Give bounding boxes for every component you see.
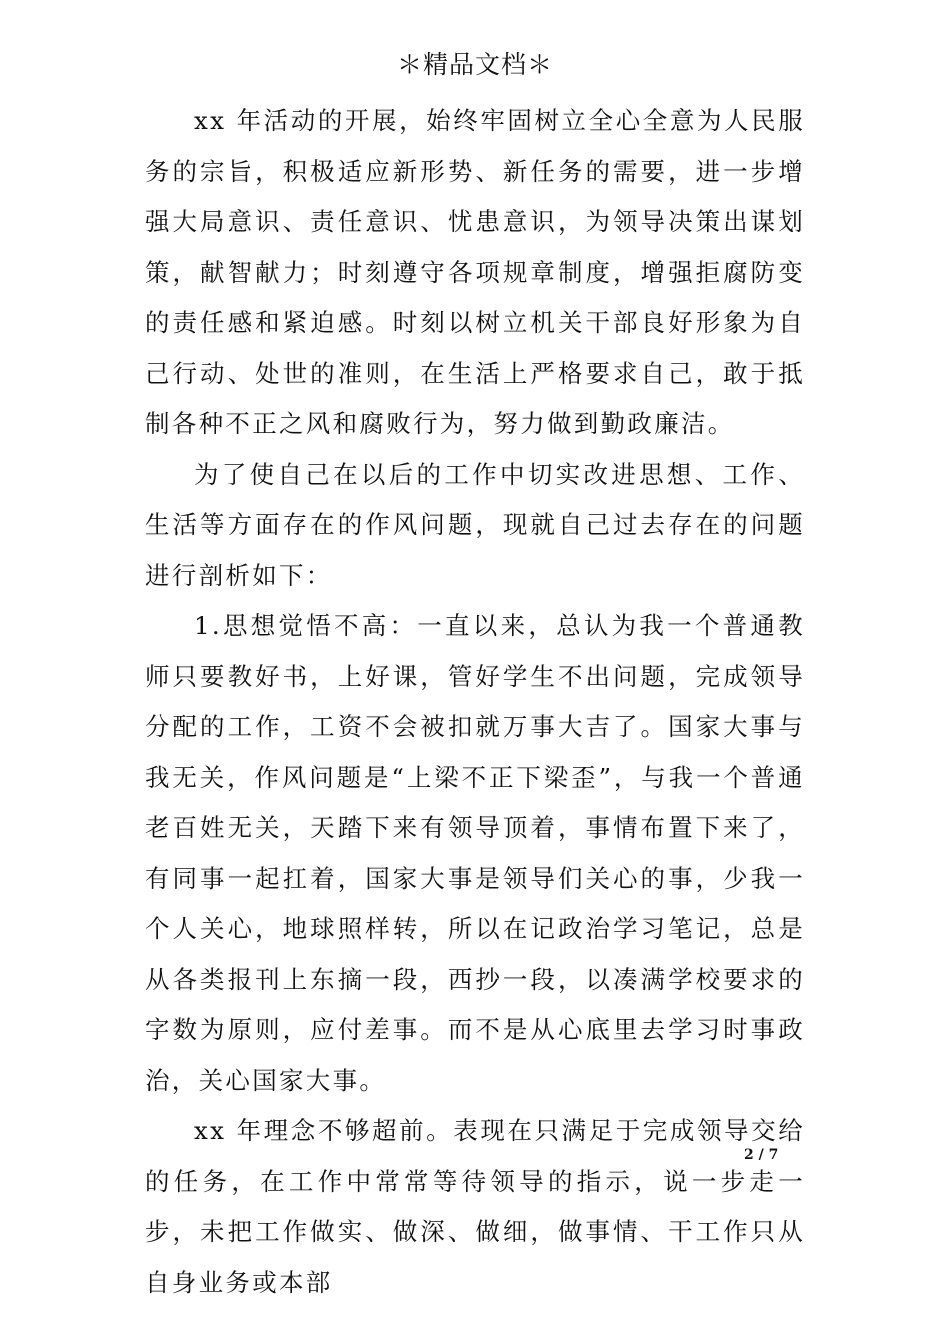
document-body xyxy=(145,96,805,1308)
paragraph: 1.思想觉悟不高：一直以来，总认为我一个普通教师只要教好书，上好课，管好学生不出问题，完成领导分配的工作，工资不会被扣就万事大吉了。国家大事与我无关，作风问题是“上梁不正下梁歪”，与我一个普通老百姓无关，天踏下来有领导顶着，事情布置下来了，有同事一起扛着，国家大事是领导们关心的事，少我一个人关心，地球照样转，所以在记政治学习笔记，总是从各类报刊上东摘一段，西抄一段，以凑满学校要求的字数为原则，应付差事。而不是从心底里去学习时事政治，关心国家大事。 xyxy=(145,611,805,1095)
paragraph: 为了使自己在以后的工作中切实改进思想、工作、生活等方面存在的作风问题，现就自己过去存在的问题进行剖析如下： xyxy=(145,459,805,590)
paragraph: xx 年理念不够超前。表现在只满足于完成领导交给的任务，在工作中常常等待领导的指示，说一步走一步，未把工作做实、做深、做细，做事情、干工作只从自身业务或本部 xyxy=(145,1116,805,1297)
page-number: 2 / 7 xyxy=(744,1147,779,1163)
page-header: ＊精品文档＊ xyxy=(396,50,553,79)
paragraph: xx 年活动的开展，始终牢固树立全心全意为人民服务的宗旨，积极适应新形势、新任务的需要，进一步增强大局意识、责任意识、忧患意识，为领导决策出谋划策，献智献力；时刻遵守各项规章制度，增强拒腐防变的责任感和紧迫感。时刻以树立机关干部良好形象为自己行动、处世的准则，在生活上严格要求自己，敢于抵制各种不正之风和腐败行为，努力做到勤政廉洁。 xyxy=(145,106,805,438)
